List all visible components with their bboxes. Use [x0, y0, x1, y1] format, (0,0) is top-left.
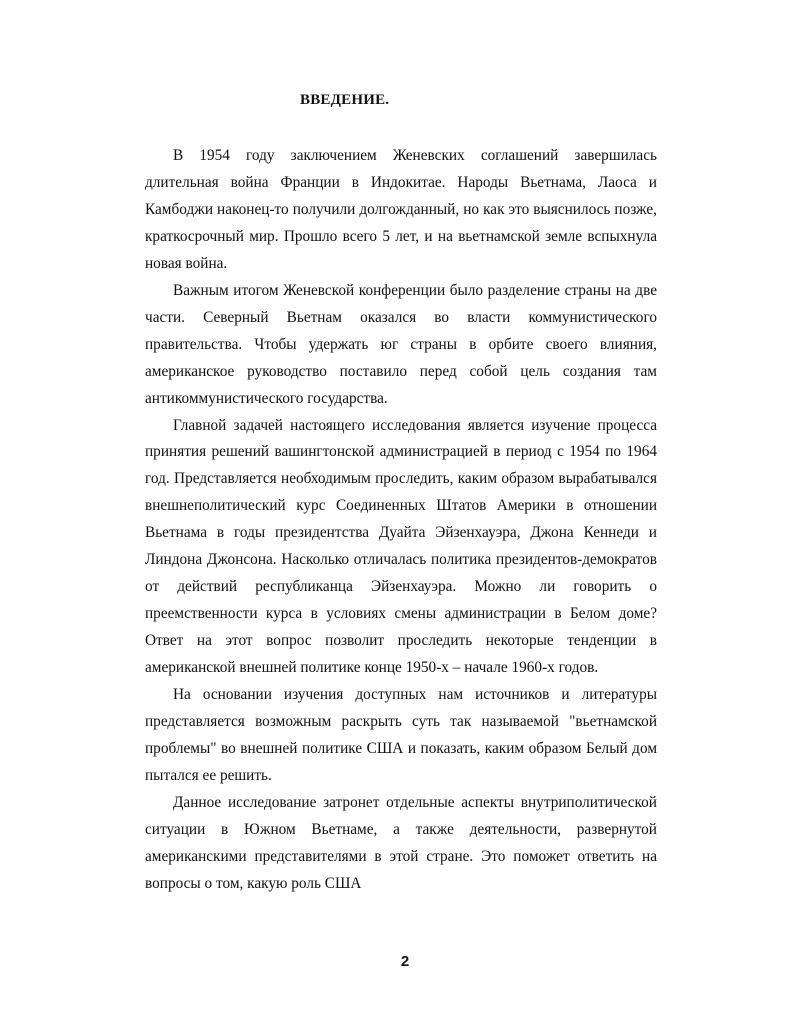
paragraph-4: На основании изучения доступных нам источников и литературы представляется возможным раскрыть суть так называемой "вьетнамской проблемы" во внешней политике США и показать, каким образом Белый дом пытался ее решить.	[145, 686, 657, 784]
page-number: 2	[400, 953, 410, 970]
body-text	[145, 143, 657, 898]
paragraph-2: Важным итогом Женевской конференции было разделение страны на две части. Северный Вьетнам оказался во власти коммунистического правительства. Чтобы удержать юг страны в орбите своего влияния, американское руководство поставило перед собой цель создания там антикоммунистического государства.	[145, 281, 657, 407]
paragraph-1: В 1954 году заключением Женевских соглашений завершилась длительная война Франции в Индокитае. Народы Вьетнама, Лаоса и Камбоджи наконец-то получили долгожданный, но как это выяснилось позже, краткосрочный мир. Прошло всего 5 лет, и на вьетнамской земле вспыхнула новая война.	[145, 147, 657, 272]
paragraph-5: Данное исследование затронет отдельные аспекты внутриполитической ситуации в Южном Вьетнаме, а также деятельности, развернутой американскими представителями в этой стране. Это поможет ответить на вопросы о том, какую роль США	[145, 793, 657, 892]
section-title: ВВЕДЕНИЕ.	[300, 92, 390, 108]
paragraph-3: Главной задачей настоящего исследования является изучение процесса принятия решений вашингтонской администрацией в период с 1954 по 1964 год. Представляется необходимым проследить, каким образом вырабатывался внешнеполитический курс Соединенных Штатов Америки в отношении Вьетнама в годы президентства Дуайта Эйзенхауэра, Джона Кеннеди и Линдона Джонсона. Насколько отличалась политика президентов-демократов от действий республиканца Эйзенхауэра. Можно ли говорить о преемственности курса в условиях смены администрации в Белом доме? Ответ на этот вопрос позволит проследить некоторые тенденции в американской внешней политике конце 1950-х – начале 1960-х годов.	[145, 416, 657, 677]
